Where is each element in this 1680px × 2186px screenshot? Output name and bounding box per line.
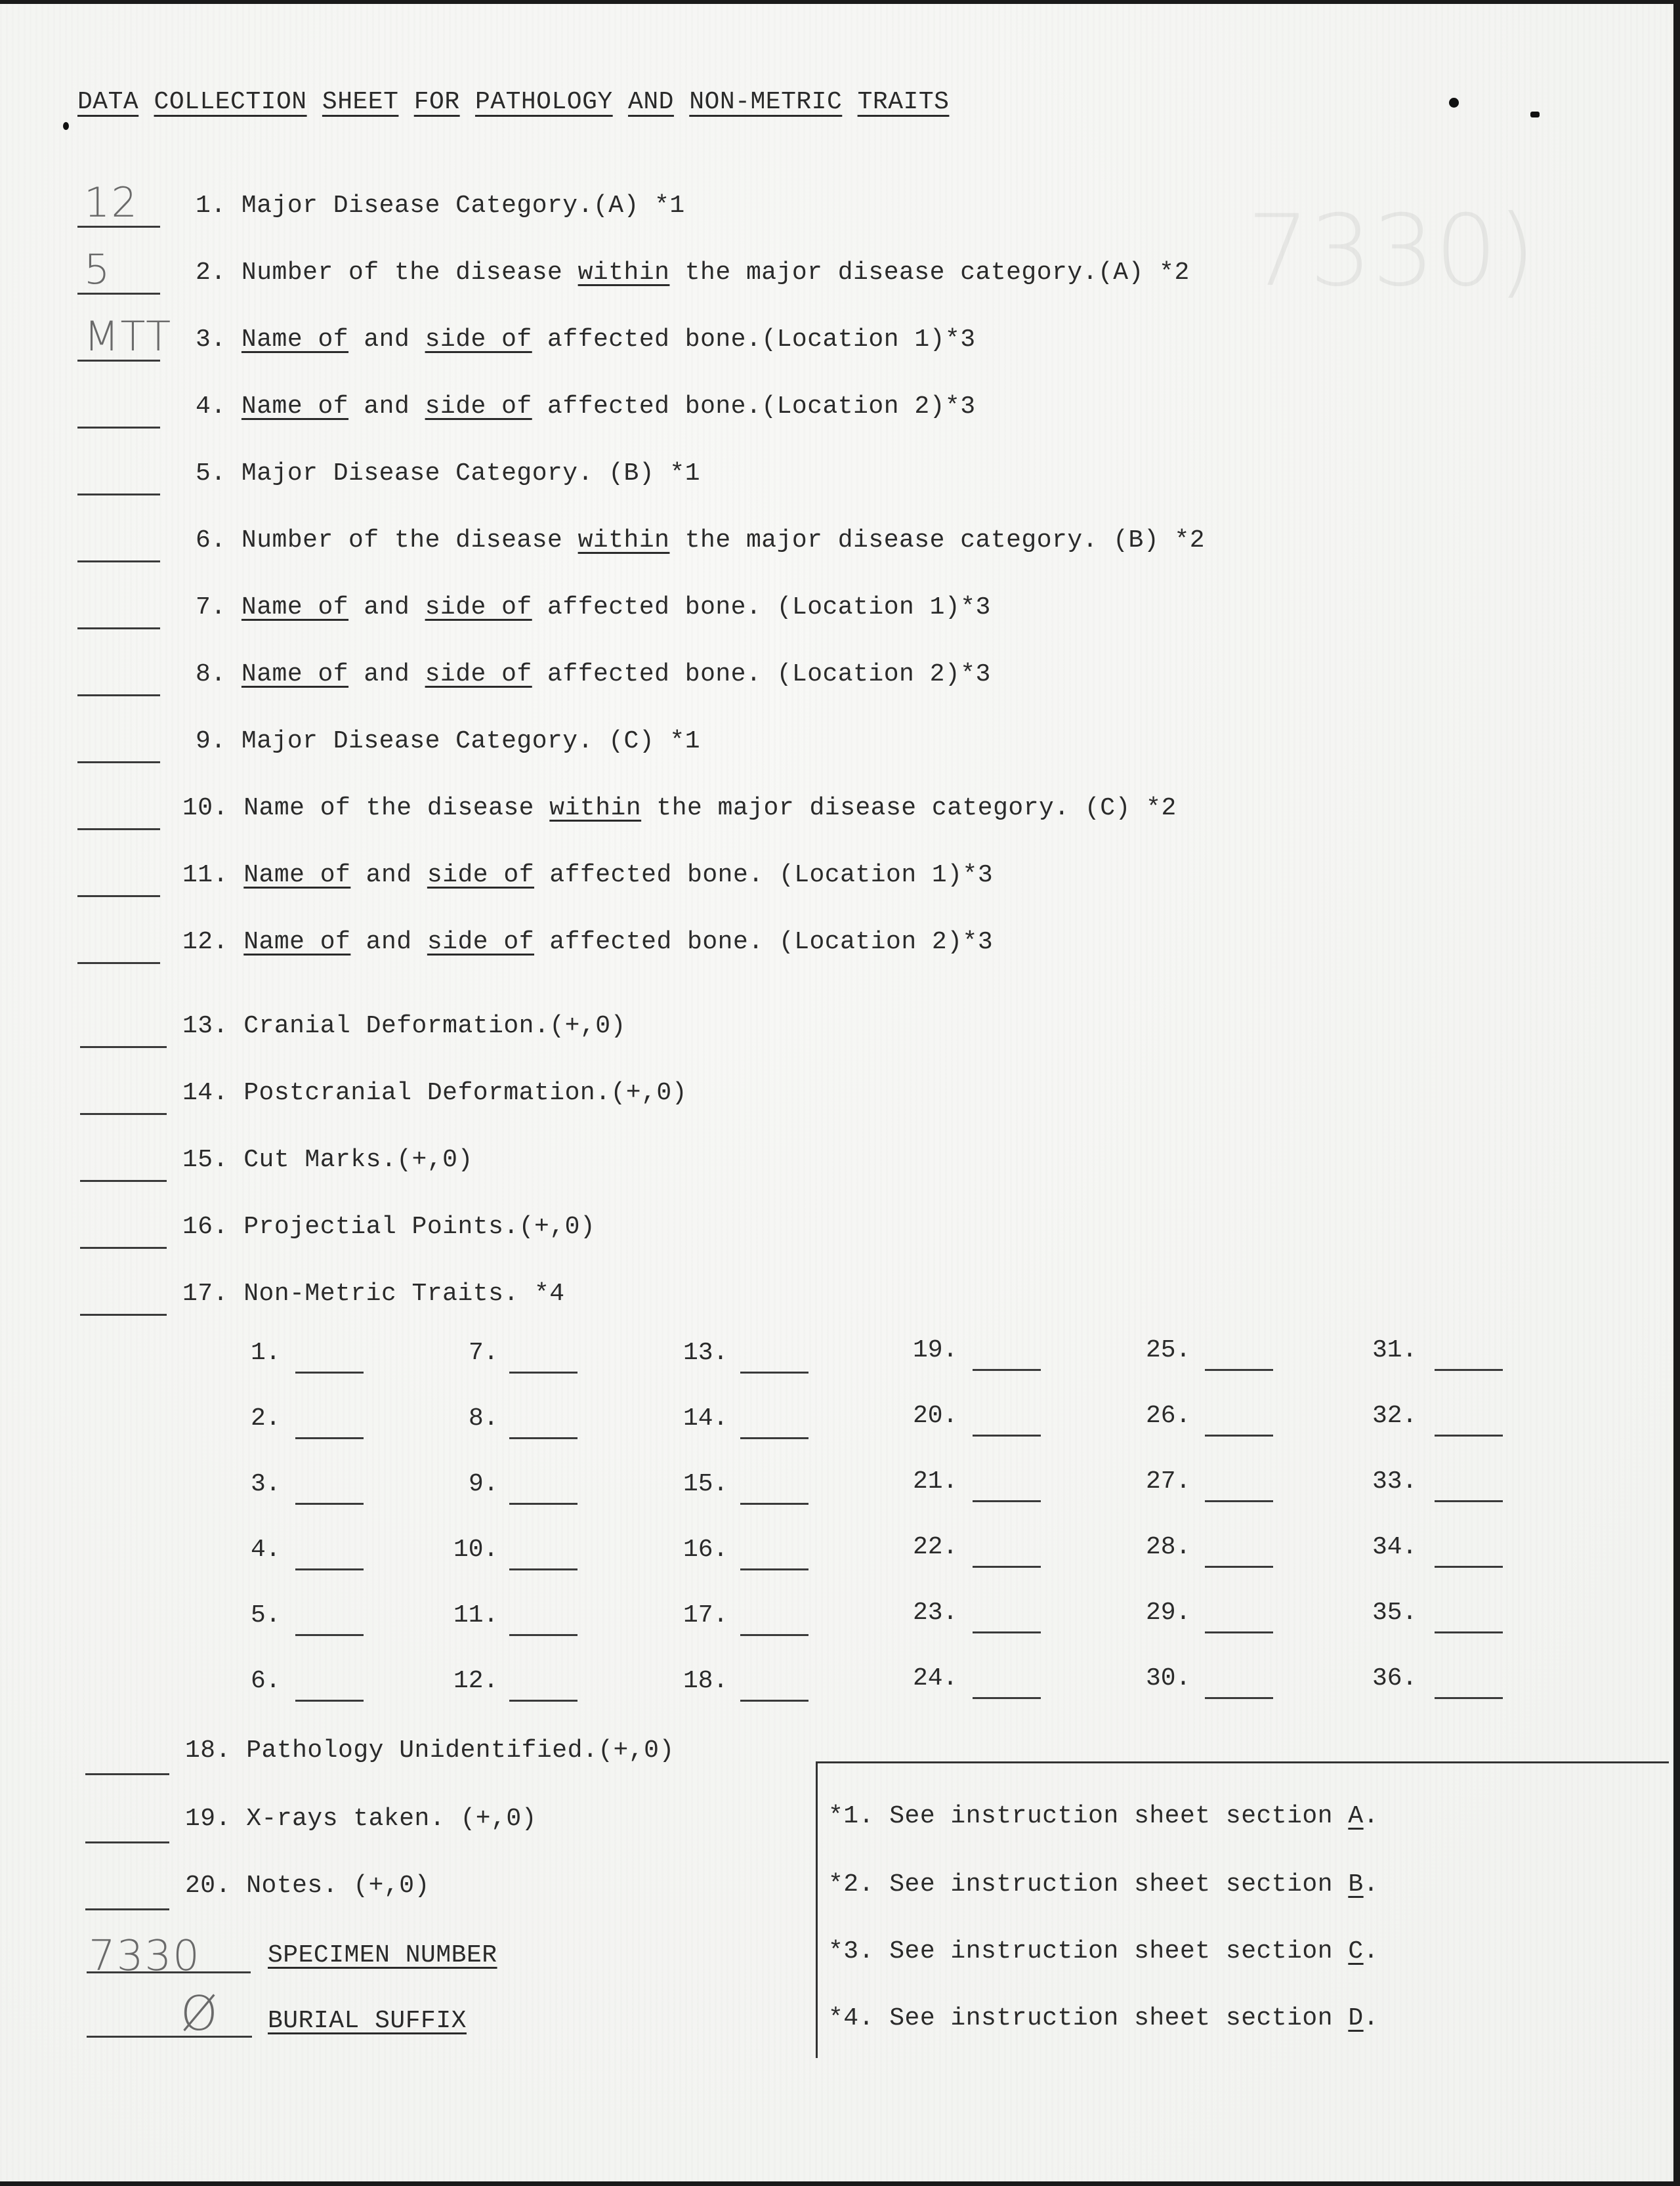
question-item [196, 326, 976, 354]
item-text: side of [425, 392, 532, 421]
title-word: SHEET [322, 88, 399, 116]
answer-blank[interactable] [77, 427, 160, 429]
footnote-section-letter: D [1348, 2004, 1364, 2032]
trait-number: 7. [469, 1339, 499, 1367]
item-text: Non-Metric Traits. *4 [243, 1280, 565, 1308]
burial-suffix-label: BURIAL SUFFIX [268, 2007, 467, 2035]
trait-number: 8. [469, 1404, 499, 1433]
item-number: 2. [196, 259, 242, 287]
item-number: 4. [196, 392, 242, 421]
trait-number: 20. [913, 1402, 958, 1430]
item-text: affected bone. (Location 1)*3 [534, 861, 994, 889]
trait-blank[interactable] [740, 1503, 808, 1505]
item-number: 8. [196, 660, 242, 688]
item-text: side of [425, 593, 532, 621]
footnote [828, 2004, 1379, 2033]
title-word: FOR [413, 88, 460, 116]
item-text: side of [425, 326, 532, 354]
trait-blank[interactable] [973, 1566, 1041, 1568]
item-text: Number of the disease [241, 526, 578, 555]
trait-number: 9. [469, 1470, 499, 1498]
item-text: affected bone. (Location 2)*3 [532, 660, 991, 688]
trait-number: 31. [1372, 1336, 1418, 1364]
trait-number: 30. [1146, 1664, 1191, 1692]
item-text: within [578, 259, 670, 287]
item-text: the major disease category. (C) *2 [641, 794, 1177, 822]
item-text: Pathology Unidentified.(+,0) [246, 1736, 675, 1765]
trait-number: 15. [683, 1470, 728, 1498]
trait-number: 29. [1146, 1599, 1191, 1627]
question-item [182, 1079, 687, 1108]
item-text: Name of [241, 392, 349, 421]
trait-blank[interactable] [509, 1503, 578, 1505]
trait-number: 16. [683, 1536, 728, 1564]
footnote [828, 1802, 1379, 1831]
item-text: and [348, 593, 425, 621]
item-text: Postcranial Deformation.(+,0) [243, 1079, 688, 1107]
answer-blank[interactable] [80, 1180, 167, 1182]
item-number: 13. [182, 1012, 244, 1040]
trait-number: 26. [1146, 1402, 1191, 1430]
footnote-section-letter: B [1348, 1870, 1364, 1899]
answer-blank[interactable] [80, 1113, 167, 1115]
footnote-period: . [1363, 1870, 1379, 1899]
footnote-box-left-rule [816, 1763, 818, 2058]
item-number: 10. [182, 794, 244, 822]
trait-number: 19. [913, 1336, 958, 1364]
trait-number: 36. [1372, 1664, 1418, 1692]
trait-blank[interactable] [1205, 1697, 1273, 1699]
trait-number: 18. [683, 1667, 728, 1695]
item-text: Name of the disease [243, 794, 550, 822]
trait-blank[interactable] [740, 1437, 808, 1439]
title-word: NON-METRIC [689, 88, 843, 116]
question-item [196, 259, 1190, 287]
item-text: and [350, 928, 427, 956]
item-text: side of [425, 660, 532, 688]
trait-blank[interactable] [1435, 1369, 1503, 1371]
trait-blank[interactable] [1435, 1566, 1503, 1568]
trait-number: 4. [251, 1536, 281, 1564]
footnote-section-letter: A [1348, 1802, 1364, 1830]
trait-blank[interactable] [973, 1500, 1041, 1502]
trait-number: 27. [1146, 1467, 1191, 1496]
trait-blank[interactable] [1205, 1435, 1273, 1437]
item-text: side of [427, 928, 535, 956]
item-number: 9. [196, 727, 242, 755]
trait-blank[interactable] [509, 1634, 578, 1636]
item-number: 16. [182, 1213, 244, 1241]
answer-blank[interactable] [77, 761, 160, 763]
footnote-text: *3. See instruction sheet section [828, 1937, 1349, 1965]
trait-number: 13. [683, 1339, 728, 1367]
answer-blank[interactable] [77, 895, 160, 897]
item-number: 12. [182, 928, 244, 956]
trait-blank[interactable] [1435, 1435, 1503, 1437]
item-text: Number of the disease [241, 259, 578, 287]
bleed-through-marks: 7330) [1247, 194, 1536, 308]
item-text: Name of [241, 660, 349, 688]
trait-blank[interactable] [509, 1568, 578, 1570]
trait-number: 21. [913, 1467, 958, 1496]
item-number: 20. [185, 1872, 247, 1900]
trait-number: 25. [1146, 1336, 1191, 1364]
trait-number: 3. [251, 1470, 281, 1498]
specimen-number-field[interactable] [87, 1971, 251, 1973]
answer-blank[interactable] [77, 962, 160, 964]
footnote-period: . [1363, 1802, 1379, 1830]
trait-number: 1. [251, 1339, 281, 1367]
trait-blank[interactable] [1205, 1631, 1273, 1633]
item-text: Major Disease Category. (C) *1 [241, 727, 701, 755]
question-item [182, 861, 993, 890]
trait-number: 12. [453, 1667, 499, 1695]
question-item [196, 526, 1205, 555]
trait-number: 24. [913, 1664, 958, 1692]
answer-blank[interactable] [77, 694, 160, 696]
trait-blank[interactable] [973, 1369, 1041, 1371]
trait-blank[interactable] [295, 1437, 364, 1439]
trait-number: 2. [251, 1404, 281, 1433]
item-text: within [578, 526, 670, 555]
footnote [828, 1937, 1379, 1966]
question-item [185, 1872, 430, 1901]
item-number: 14. [182, 1079, 244, 1107]
item-number: 5. [196, 459, 242, 488]
question-item [196, 192, 685, 221]
burial-suffix-value[interactable]: Ø [180, 1986, 218, 2041]
question-item [182, 794, 1177, 823]
item-text: affected bone. (Location 1)*3 [532, 593, 991, 621]
item-text: Major Disease Category. (B) *1 [241, 459, 701, 488]
question-item [182, 1146, 473, 1175]
trait-number: 11. [453, 1601, 499, 1629]
trait-blank[interactable] [740, 1700, 808, 1702]
item-text: the major disease category.(A) *2 [669, 259, 1190, 287]
item-text: Name of [243, 861, 351, 889]
footnote-text: *4. See instruction sheet section [828, 2004, 1349, 2032]
footnote [828, 1870, 1379, 1899]
trait-number: 22. [913, 1533, 958, 1561]
trait-blank[interactable] [740, 1568, 808, 1570]
title-word: TRAITS [857, 88, 950, 116]
speck-mark [1449, 98, 1459, 108]
trait-blank[interactable] [740, 1634, 808, 1636]
item-text: Name of [241, 326, 349, 354]
item-text: and [348, 392, 425, 421]
trait-number: 33. [1372, 1467, 1418, 1496]
item-number: 19. [185, 1805, 247, 1833]
burial-suffix-field[interactable] [87, 2036, 252, 2038]
trait-blank[interactable] [1205, 1566, 1273, 1568]
trait-number: 14. [683, 1404, 728, 1433]
answer-value[interactable]: 12 [84, 179, 138, 226]
item-number: 17. [182, 1280, 244, 1308]
trait-blank[interactable] [295, 1372, 364, 1374]
specimen-number-value[interactable]: 7330 [89, 1932, 201, 1981]
trait-number: 32. [1372, 1402, 1418, 1430]
item-number: 11. [182, 861, 244, 889]
question-item [196, 593, 991, 622]
speck-mark [63, 122, 69, 130]
item-number: 7. [196, 593, 242, 621]
item-text: the major disease category. (B) *2 [669, 526, 1206, 555]
question-item [182, 1012, 626, 1041]
item-text: side of [427, 861, 535, 889]
trait-blank[interactable] [509, 1700, 578, 1702]
answer-blank[interactable] [85, 1841, 169, 1843]
item-text: affected bone. (Location 2)*3 [534, 928, 994, 956]
trait-blank[interactable] [1435, 1697, 1503, 1699]
question-item [185, 1736, 675, 1765]
trait-blank[interactable] [1435, 1631, 1503, 1633]
page-title [77, 88, 949, 116]
answer-blank[interactable] [85, 1773, 169, 1775]
item-number: 1. [196, 192, 242, 220]
trait-number: 28. [1146, 1533, 1191, 1561]
title-word: PATHOLOGY [474, 88, 613, 116]
item-text: within [549, 794, 642, 822]
answer-blank[interactable] [77, 627, 160, 629]
trait-blank[interactable] [973, 1697, 1041, 1699]
answer-blank[interactable] [80, 1046, 167, 1048]
footnote-section-letter: C [1348, 1937, 1364, 1965]
footnote-text: *2. See instruction sheet section [828, 1870, 1349, 1899]
title-word: AND [628, 88, 674, 116]
answer-blank[interactable] [80, 1314, 167, 1316]
item-number: 6. [196, 526, 242, 555]
trait-blank[interactable] [1435, 1500, 1503, 1502]
item-text: Cut Marks.(+,0) [243, 1146, 473, 1174]
item-text: affected bone.(Location 1)*3 [532, 326, 976, 354]
title-word: DATA [77, 88, 139, 116]
trait-blank[interactable] [295, 1700, 364, 1702]
trait-blank[interactable] [295, 1503, 364, 1505]
item-text: Major Disease Category.(A) *1 [241, 192, 685, 220]
item-text: Name of [243, 928, 351, 956]
question-item [185, 1805, 537, 1834]
form-page [0, 4, 1673, 2181]
question-item [196, 459, 700, 488]
footnote-period: . [1363, 1937, 1379, 1965]
answer-blank[interactable] [80, 1247, 167, 1249]
answer-blank[interactable] [77, 560, 160, 562]
trait-number: 10. [453, 1536, 499, 1564]
item-text: and [350, 861, 427, 889]
answer-value[interactable]: 5 [84, 245, 112, 293]
answer-blank[interactable] [77, 494, 160, 495]
trait-number: 17. [683, 1601, 728, 1629]
trait-blank[interactable] [295, 1568, 364, 1570]
trait-blank[interactable] [973, 1435, 1041, 1437]
question-item [196, 660, 991, 689]
trait-blank[interactable] [509, 1372, 578, 1374]
trait-number: 35. [1372, 1599, 1418, 1627]
answer-value[interactable]: MTT [84, 312, 173, 360]
trait-blank[interactable] [509, 1437, 578, 1439]
item-text: X-rays taken. (+,0) [246, 1805, 537, 1833]
answer-blank[interactable] [85, 1908, 169, 1910]
item-text: Cranial Deformation.(+,0) [243, 1012, 626, 1040]
question-item [182, 928, 993, 957]
item-text: Projectial Points.(+,0) [243, 1213, 596, 1241]
item-text: Name of [241, 593, 349, 621]
question-item [196, 727, 700, 756]
trait-number: 23. [913, 1599, 958, 1627]
item-text: and [348, 326, 425, 354]
speck-mark [1530, 112, 1540, 117]
trait-number: 5. [251, 1601, 281, 1629]
item-number: 18. [185, 1736, 247, 1765]
trait-blank[interactable] [740, 1372, 808, 1374]
question-item [182, 1280, 565, 1309]
trait-number: 34. [1372, 1533, 1418, 1561]
answer-blank[interactable] [77, 828, 160, 830]
item-number: 15. [182, 1146, 244, 1174]
footnote-text: *1. See instruction sheet section [828, 1802, 1349, 1830]
question-item [196, 392, 976, 421]
item-text: and [348, 660, 425, 688]
item-text: Notes. (+,0) [246, 1872, 430, 1900]
title-word: COLLECTION [154, 88, 307, 116]
trait-blank[interactable] [973, 1631, 1041, 1633]
footnote-box-top-rule [816, 1761, 1669, 1763]
trait-blank[interactable] [1205, 1500, 1273, 1502]
footnote-period: . [1363, 2004, 1379, 2032]
trait-blank[interactable] [1205, 1369, 1273, 1371]
question-item [182, 1213, 595, 1242]
specimen-number-label: SPECIMEN NUMBER [268, 1941, 497, 1969]
trait-blank[interactable] [295, 1634, 364, 1636]
item-text: affected bone.(Location 2)*3 [532, 392, 976, 421]
trait-number: 6. [251, 1667, 281, 1695]
item-number: 3. [196, 326, 242, 354]
